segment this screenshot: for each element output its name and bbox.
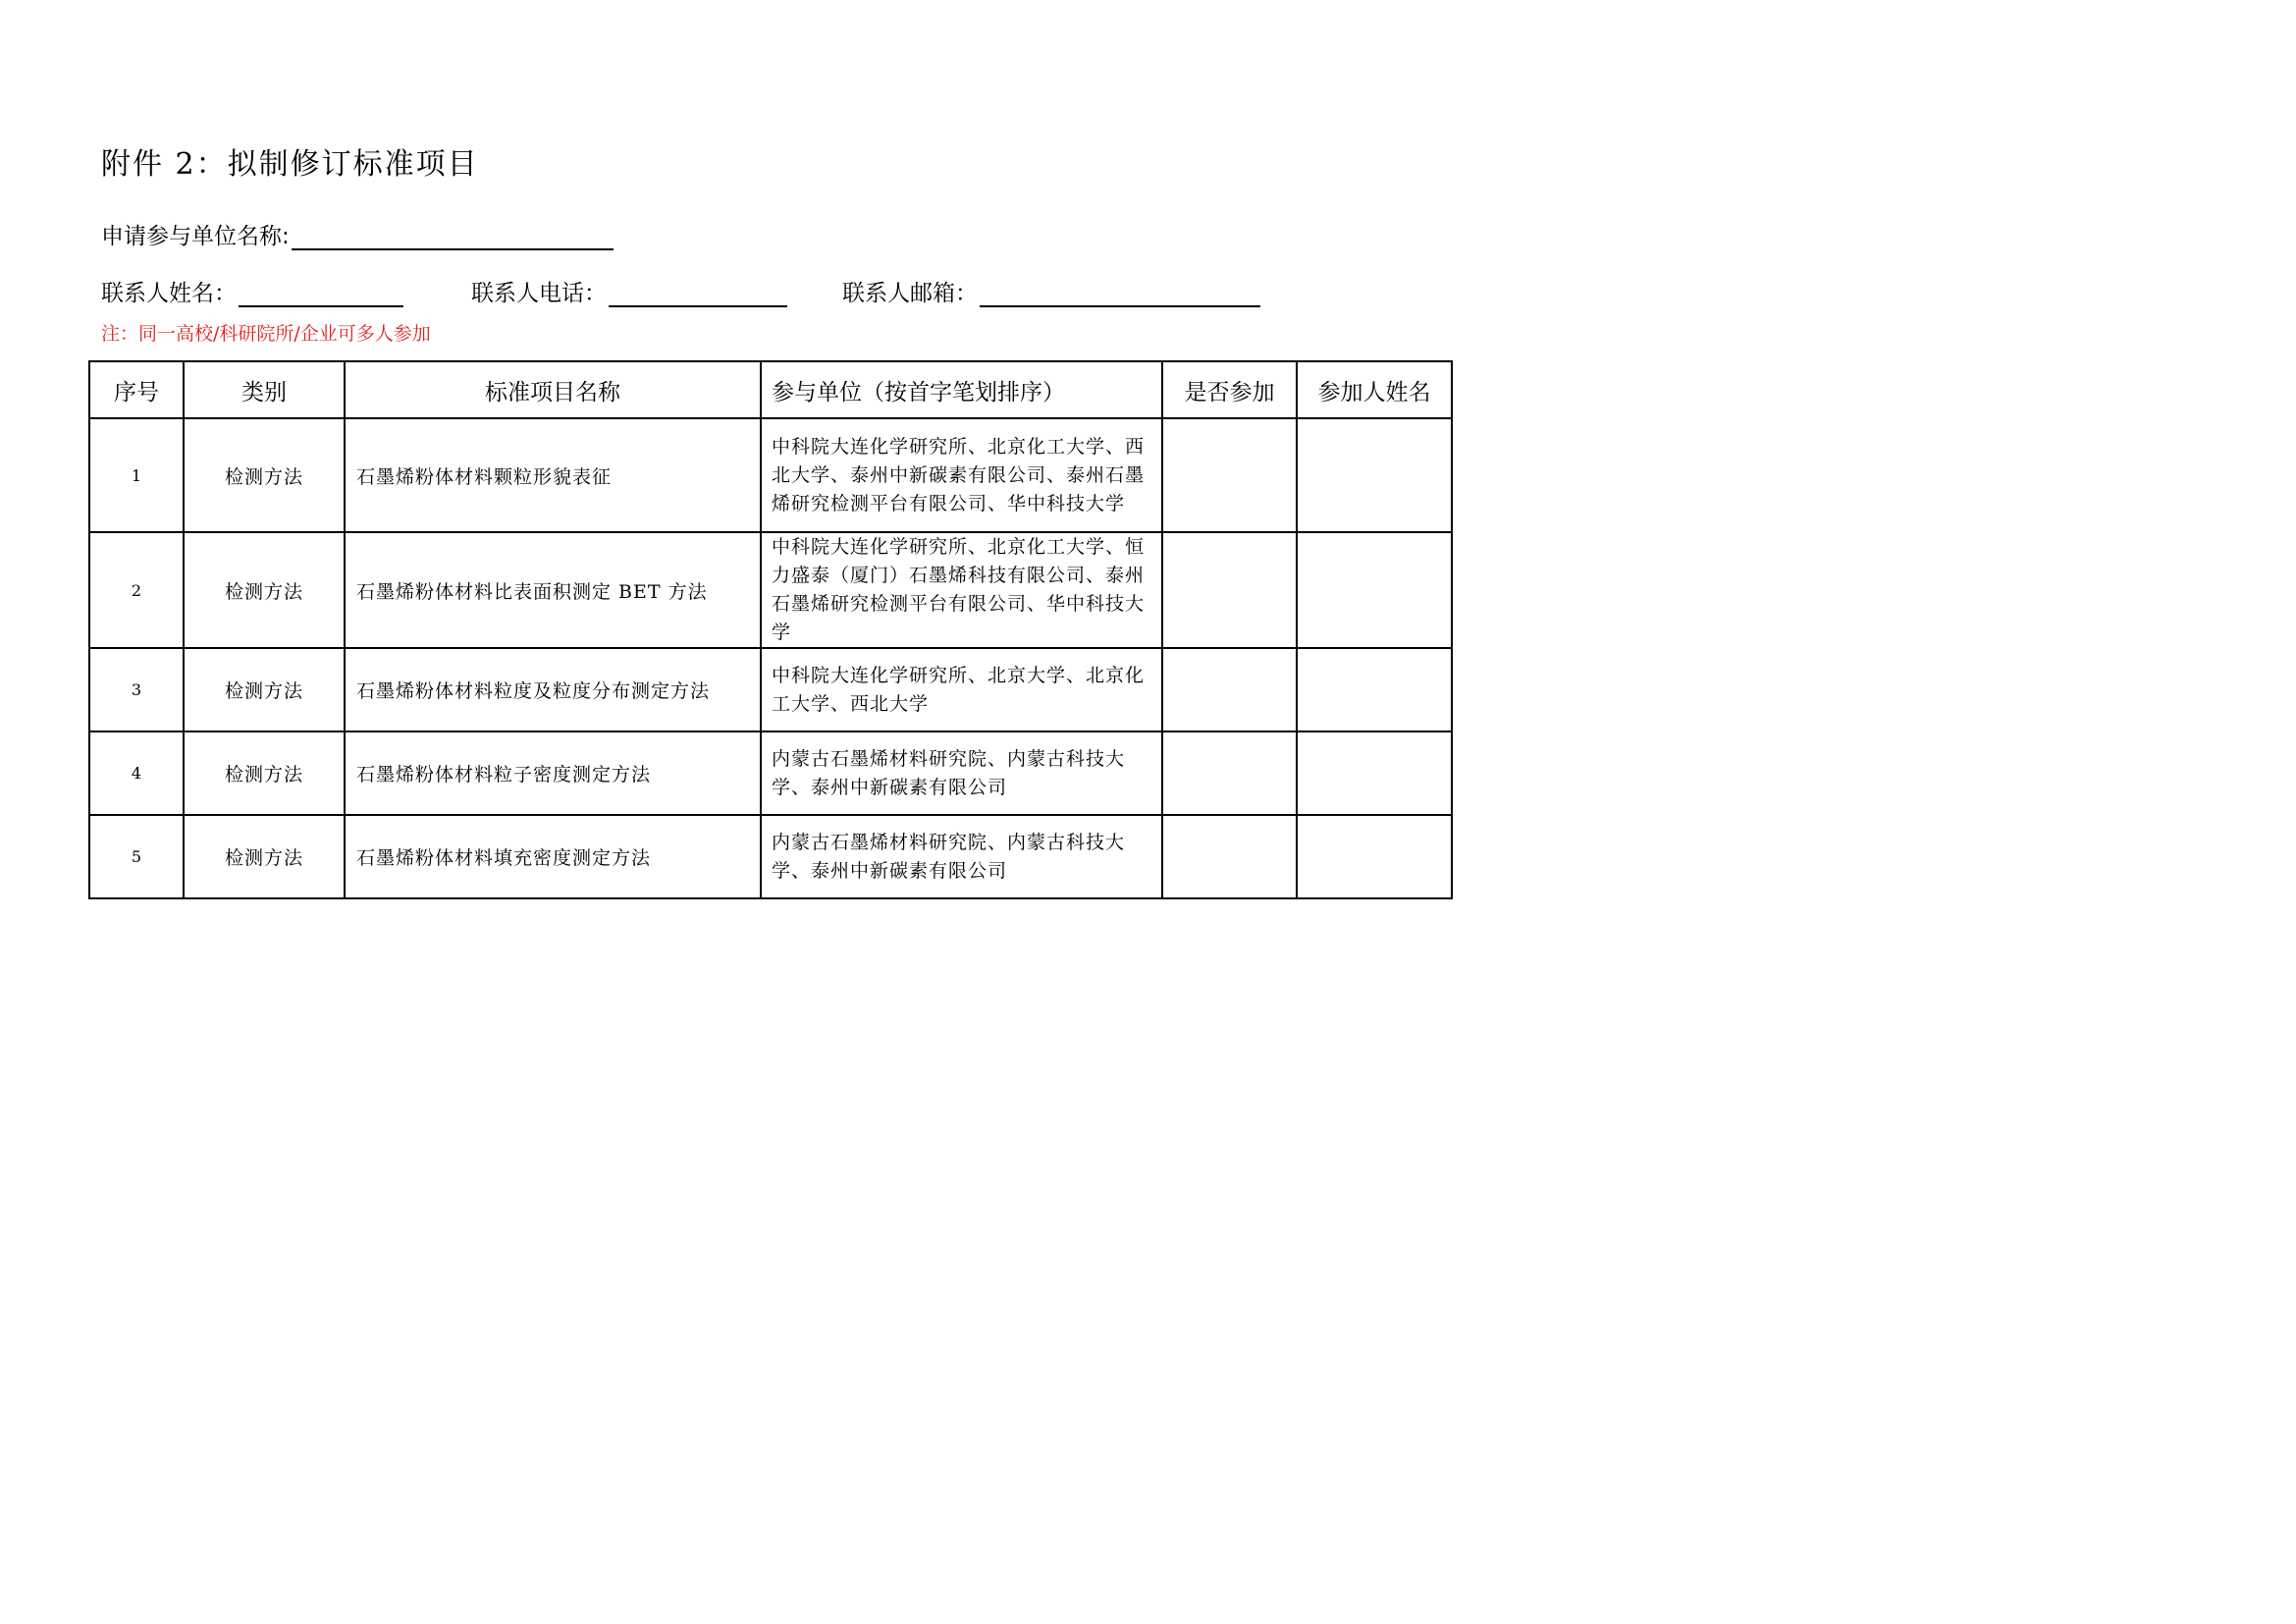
- row-name: 石墨烯粉体材料填充密度测定方法: [345, 815, 761, 898]
- row-participant-name-cell[interactable]: [1297, 418, 1452, 532]
- row-type: 检测方法: [184, 648, 345, 731]
- row-participant-name-cell[interactable]: [1297, 731, 1452, 815]
- applicant-blank[interactable]: [292, 225, 614, 250]
- header-type: 类别: [184, 361, 345, 418]
- row-units: 中科院大连化学研究所、北京化工大学、西北大学、泰州中新碳素有限公司、泰州石墨烯研究检测平台有限公司、华中科技大学: [761, 418, 1162, 532]
- row-units: 中科院大连化学研究所、北京化工大学、恒力盛泰（厦门）石墨烯科技有限公司、泰州石墨烯研究检测平台有限公司、华中科技大学: [761, 532, 1162, 648]
- row-units: 内蒙古石墨烯材料研究院、内蒙古科技大学、泰州中新碳素有限公司: [761, 731, 1162, 815]
- row-num: 2: [89, 532, 184, 648]
- contact-email-label: 联系人邮箱：: [842, 281, 978, 306]
- row-name: 石墨烯粉体材料颗粒形貌表征: [345, 418, 761, 532]
- contact-name-row: [101, 275, 403, 307]
- row-name: 石墨烯粉体材料比表面积测定 BET 方法: [345, 532, 761, 648]
- contact-phone-label: 联系人电话：: [471, 281, 607, 306]
- table-row: [89, 418, 1452, 532]
- row-name: 石墨烯粉体材料粒度及粒度分布测定方法: [345, 648, 761, 731]
- table-header-row: [89, 361, 1452, 418]
- row-participate-cell[interactable]: [1162, 815, 1297, 898]
- table-row: [89, 731, 1452, 815]
- contact-phone-row: [471, 275, 787, 307]
- header-num: 序号: [89, 361, 184, 418]
- row-participant-name-cell[interactable]: [1297, 648, 1452, 731]
- row-participate-cell[interactable]: [1162, 532, 1297, 648]
- row-participate-cell[interactable]: [1162, 418, 1297, 532]
- contact-name-blank[interactable]: [239, 282, 403, 307]
- row-participant-name-cell[interactable]: [1297, 815, 1452, 898]
- row-type: 检测方法: [184, 418, 345, 532]
- contact-name-label: 联系人姓名：: [101, 281, 237, 306]
- row-name: 石墨烯粉体材料粒子密度测定方法: [345, 731, 761, 815]
- row-num: 1: [89, 418, 184, 532]
- row-participant-name-cell[interactable]: [1297, 532, 1452, 648]
- row-participate-cell[interactable]: [1162, 648, 1297, 731]
- row-type: 检测方法: [184, 731, 345, 815]
- header-participate: 是否参加: [1162, 361, 1297, 418]
- table-row: [89, 648, 1452, 731]
- row-participate-cell[interactable]: [1162, 731, 1297, 815]
- contact-email-row: [842, 275, 1260, 307]
- note: 注：同一高校/科研院所/企业可多人参加: [101, 323, 431, 345]
- applicant-row: [101, 218, 614, 250]
- header-participant-name: 参加人姓名: [1297, 361, 1452, 418]
- row-num: 3: [89, 648, 184, 731]
- row-units: 中科院大连化学研究所、北京大学、北京化工大学、西北大学: [761, 648, 1162, 731]
- row-num: 5: [89, 815, 184, 898]
- row-type: 检测方法: [184, 815, 345, 898]
- applicant-label: 申请参与单位名称:: [101, 224, 290, 249]
- row-units: 内蒙古石墨烯材料研究院、内蒙古科技大学、泰州中新碳素有限公司: [761, 815, 1162, 898]
- standards-table: [88, 360, 1453, 899]
- contact-phone-blank[interactable]: [609, 282, 787, 307]
- row-type: 检测方法: [184, 532, 345, 648]
- table-row: [89, 815, 1452, 898]
- table-row: [89, 532, 1452, 648]
- contact-email-blank[interactable]: [980, 282, 1260, 307]
- row-num: 4: [89, 731, 184, 815]
- header-units: 参与单位（按首字笔划排序）: [761, 361, 1162, 418]
- document-title: 附件 2：拟制修订标准项目: [101, 147, 479, 182]
- header-name: 标准项目名称: [345, 361, 761, 418]
